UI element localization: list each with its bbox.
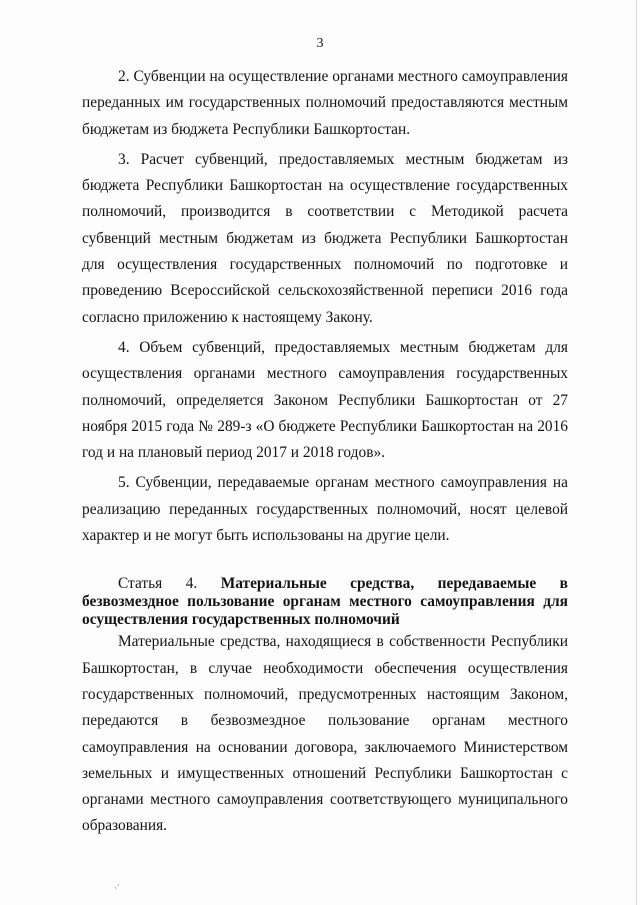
article-heading [82,575,568,629]
stray-scan-mark: ·´ [114,883,120,893]
page-number: 3 [316,36,324,51]
paragraph-2: 2. Субвенции на осуществление органами местного самоуправления переданных им государственных полномочий предоставляются местным бюджетам из бюджета Республики Башкортостан. [82,68,568,138]
document-body [82,64,568,840]
paragraph-3: 3. Расчет субвенций, предоставляемых местным бюджетам из бюджета Республики Башкортостан на осуществление государственных полномочий, производится в соответствии с Методикой расчета субвенций местным бюджетам из бюджета Республики Башкортостан для осуществления государственных полномочий по подготовке и проведению Всероссийской сельскохозяйственной переписи 2016 года согласно приложению к настоящему Закону. [82,150,568,326]
article-title: Материальные средства, передаваемые в безвозмездное пользование органам местного самоуправления для осуществления государственных полномочий [82,575,568,629]
article-label: Статья 4. [118,575,221,593]
scan-edge [636,0,637,905]
paragraph-4: 4. Объем субвенций, предоставляемых местным бюджетам для осуществления органами местного самоуправления государственных полномочий, определяется Законом Республики Башкортостан от 27 ноября 2015 года № 289-з «О бюджете Республики Башкортостан на 2016 год и на плановый период 2017 и 2018 годов». [82,338,568,462]
paragraph-5: 5. Субвенции, передаваемые органам местного самоуправления на реализацию переданных государственных полномочий, носят целевой характер и не могут быть использованы на другие цели. [82,474,568,545]
article-paragraph: Материальные средства, находящиеся в собственности Республики Башкортостан, в случае необходимости обеспечения осуществления государственных полномочий, предусмотренных настоящим Законом, передаются в безвозмездное пользование органам местного самоуправления на основании договора, заключаемого Министерством земельных и имущественных отношений Республики Башкортостан с органами местного самоуправления соответствующего муниципального образования. [82,633,568,835]
